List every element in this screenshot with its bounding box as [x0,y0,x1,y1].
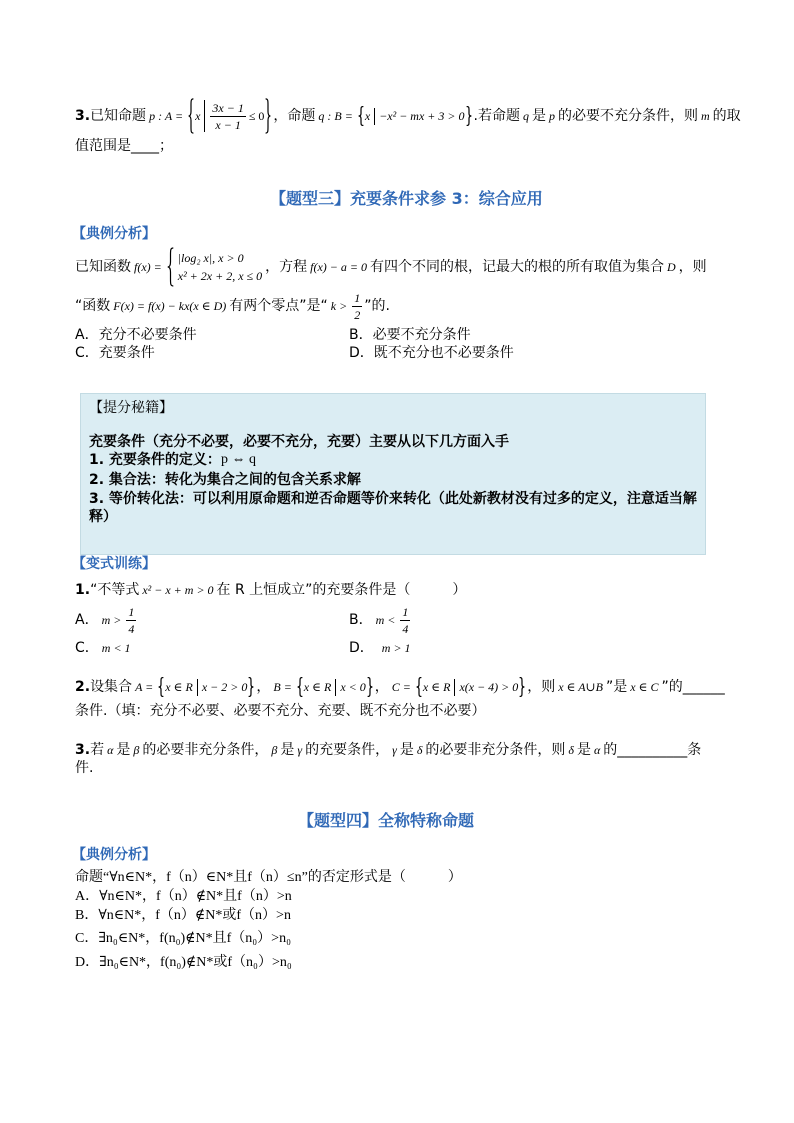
practice-q3-line-2: 件. [75,760,94,776]
right-brace [367,677,373,697]
fraction-numerator: 1 [128,604,135,619]
set-divider [454,679,455,696]
question-text: 在 R 上恒成立”的充要条件是（ ） [216,582,467,598]
option-letter: A． [75,612,99,628]
set-divider [204,100,205,132]
condition: x ∈ C [630,680,659,694]
question-text: “不等式 [90,582,140,598]
q3-line-1 [75,96,741,136]
set-variable: x ∈ R [422,680,451,694]
option-relation: m < 1 [101,641,131,655]
question-text: 已知函数 [75,259,131,275]
question-text: 的必要不充分条件，则 [557,108,698,124]
question-text: .若命题 [473,108,520,124]
right-brace [265,98,271,134]
greek-beta: β [271,743,278,757]
set-relation: ≤ 0 [248,109,265,123]
question-text: ， [374,679,389,695]
condition: x ∈ A∪B [558,680,603,694]
tips-intro: 充要条件（充分不必要，必要不充分，充要）主要从以下几方面入手 [89,434,509,450]
practice-q2-line-1 [75,676,725,698]
question-text: 的必要非充分条件， [142,742,269,758]
tips-box [80,393,706,555]
function-definition: F(x) = f(x) − kx(x ∈ D) [113,299,227,313]
proposition-q-definition: q : B = [318,109,353,123]
question-text: 有四个不同的根，记最大的根的所有取值为集合 [369,259,664,275]
left-brace [416,677,422,697]
question-text: ”的 [661,679,683,695]
greek-beta: β [133,743,140,757]
set-variable: x [195,109,201,123]
question-number: 1. [75,582,91,598]
set-b [297,677,373,697]
piecewise-case-2: x² + 2x + 2, x ≤ 0 [177,269,263,283]
section-heading: 【题型三】充要条件求参 3：综合应用 [270,189,543,208]
option-letter: D． [349,640,374,656]
option-a: A．∀n∈N*，f（n）∉N*且f（n）>n [75,889,292,904]
question-text: 的取 [712,108,741,124]
question-text: 是 [531,108,546,124]
question-text: 是 [116,742,131,758]
piecewise-cases [177,249,263,285]
question-number: 3. [75,742,91,758]
tips-item-3: 3. 等价转化法：可以利用原命题和逆否命题等价来转化（此处新教材没有过多的定义，注意适当解 [89,491,697,507]
equation: f(x) − a = 0 [310,260,367,274]
fraction-denominator: x − 1 [215,117,241,132]
question-text: 值范围是____； [75,138,173,154]
set-name: B = [273,680,292,694]
fraction-numerator: 3x − 1 [212,100,244,115]
left-brace [167,247,174,287]
set-name: A = [135,680,154,694]
right-brace [466,106,472,126]
question-text: ， [256,679,271,695]
function-name: f(x) = [134,260,162,274]
option-relation: m < [375,613,396,627]
proposition-p-definition: p : A = [149,109,184,123]
question-text: ，方程 [265,259,308,275]
practice-q1-stem [75,581,466,599]
question-text: ，命题 [273,108,316,124]
example-line-1 [75,246,707,288]
answer-blank: ______ [682,679,725,695]
piecewise-case-1: |log₂ x|, x > 0 [177,251,244,265]
fraction-denominator: 2 [354,307,361,322]
fraction-numerator: 1 [354,290,361,305]
option-a: A．充分不必要条件 [75,327,197,343]
set-variable: x ∈ R [303,680,332,694]
option-c: C．∃n₀∈N*，f(n₀)∉N*且f（n₀）>n₀ [75,931,291,946]
set-name: C = [391,680,411,694]
tips-item-1 [89,451,256,469]
question-text: “函数 [75,298,111,314]
practice-label: 【变式训练】 [72,556,156,572]
set-variable: x ∈ R [165,680,193,694]
section-heading: 【题型四】全称特称命题 [298,811,475,830]
q3-line-2 [75,137,173,155]
option-relation: m > 1 [381,641,411,655]
tips-item-2: 2. 集合法：转化为集合之间的包含关系求解 [89,472,361,488]
practice-q2-line-2: 条件.（填：充分不必要、必要不充分、充要、既不充分也不必要） [75,703,486,719]
question-text: 的充要条件， [305,742,390,758]
answer-blank: __________ [617,742,688,758]
option-c: C．充要条件 [75,345,155,361]
question-text: 的必要非充分条件，则 [425,742,566,758]
question-text: ”的. [364,298,390,314]
set-b [358,106,472,126]
practice-q1-option-d [349,639,414,657]
question-text: 设集合 [90,679,133,695]
greek-gamma: γ [392,743,397,757]
question-text: 是 [399,742,414,758]
question-text: 是 [280,742,295,758]
left-brace [297,677,303,697]
question-text: ，则 [678,259,707,275]
question-text: 是 [576,742,591,758]
tips-item-formula: p ⇔ q [220,452,256,467]
inequality: k > [330,299,348,313]
math-variable: q [522,109,529,123]
tips-item-3-continued: 释） [89,509,117,525]
question-text: 条 [687,742,702,758]
option-d: D．既不充分也不必要条件 [349,345,514,361]
example-label: 【典例分析】 [72,847,156,863]
set-condition: x < 0 [340,680,366,694]
greek-delta: δ [568,743,574,757]
set-condition: −x² − mx + 3 > 0 [379,109,465,123]
inequality: x² − x + m > 0 [142,583,214,597]
left-brace [188,98,194,134]
fraction [400,605,410,636]
question-text: 已知命题 [90,108,147,124]
fraction [126,605,136,636]
option-d: D．∃n₀∈N*，f(n₀)∉N*或f（n₀）>n₀ [75,955,292,970]
fraction-denominator: 4 [128,621,135,636]
practice-q1-option-a [75,603,138,637]
tips-item-label: 1. 充要条件的定义： [89,452,221,468]
set-divider [374,108,375,125]
option-letter: C． [75,640,99,656]
math-variable: m [700,109,710,123]
set-name: D [666,260,676,274]
fraction-denominator: 4 [402,621,409,636]
set-divider [335,679,336,696]
tips-title: 【提分秘籍】 [89,400,173,416]
option-letter: B． [349,612,373,628]
question-text: 若 [90,742,105,758]
example-line-2 [75,290,390,322]
question-number: 3. [75,108,91,124]
greek-gamma: γ [297,743,303,757]
left-brace [158,677,164,697]
set-condition: x(x − 4) > 0 [459,680,519,694]
set-a [158,677,254,697]
fraction [210,101,245,132]
example-label: 【典例分析】 [72,226,156,242]
option-b: B．∀n∈N*，f（n）∉N*或f（n）>n [75,908,291,923]
option-b: B．必要不充分条件 [349,327,471,343]
practice-q1-option-b [349,603,412,637]
option-relation: m > [101,613,122,627]
piecewise-function [167,247,263,287]
example-stem: 命题“∀n∈N*，f（n）∈N*且f（n）≤n”的否定形式是（ ） [75,870,462,885]
fraction-numerator: 1 [402,604,409,619]
left-brace [358,106,364,126]
question-number: 2. [75,679,91,695]
set-c [416,677,525,697]
math-variable: p [548,109,555,123]
right-brace [519,677,525,697]
greek-delta: δ [416,743,423,757]
practice-q1-option-c [75,639,134,657]
practice-q3-line-1 [75,741,701,759]
question-text: ，则 [527,679,556,695]
set-condition: x − 2 > 0 [201,680,248,694]
set-divider [197,679,198,696]
fraction [352,291,362,322]
set-variable: x [364,109,371,123]
question-text: 有两个零点”是“ [229,298,328,314]
right-brace [248,677,254,697]
question-text: 的 [603,742,618,758]
set-a [188,98,271,134]
greek-alpha: α [593,743,601,757]
greek-alpha: α [107,743,114,757]
question-text: ”是 [606,679,628,695]
